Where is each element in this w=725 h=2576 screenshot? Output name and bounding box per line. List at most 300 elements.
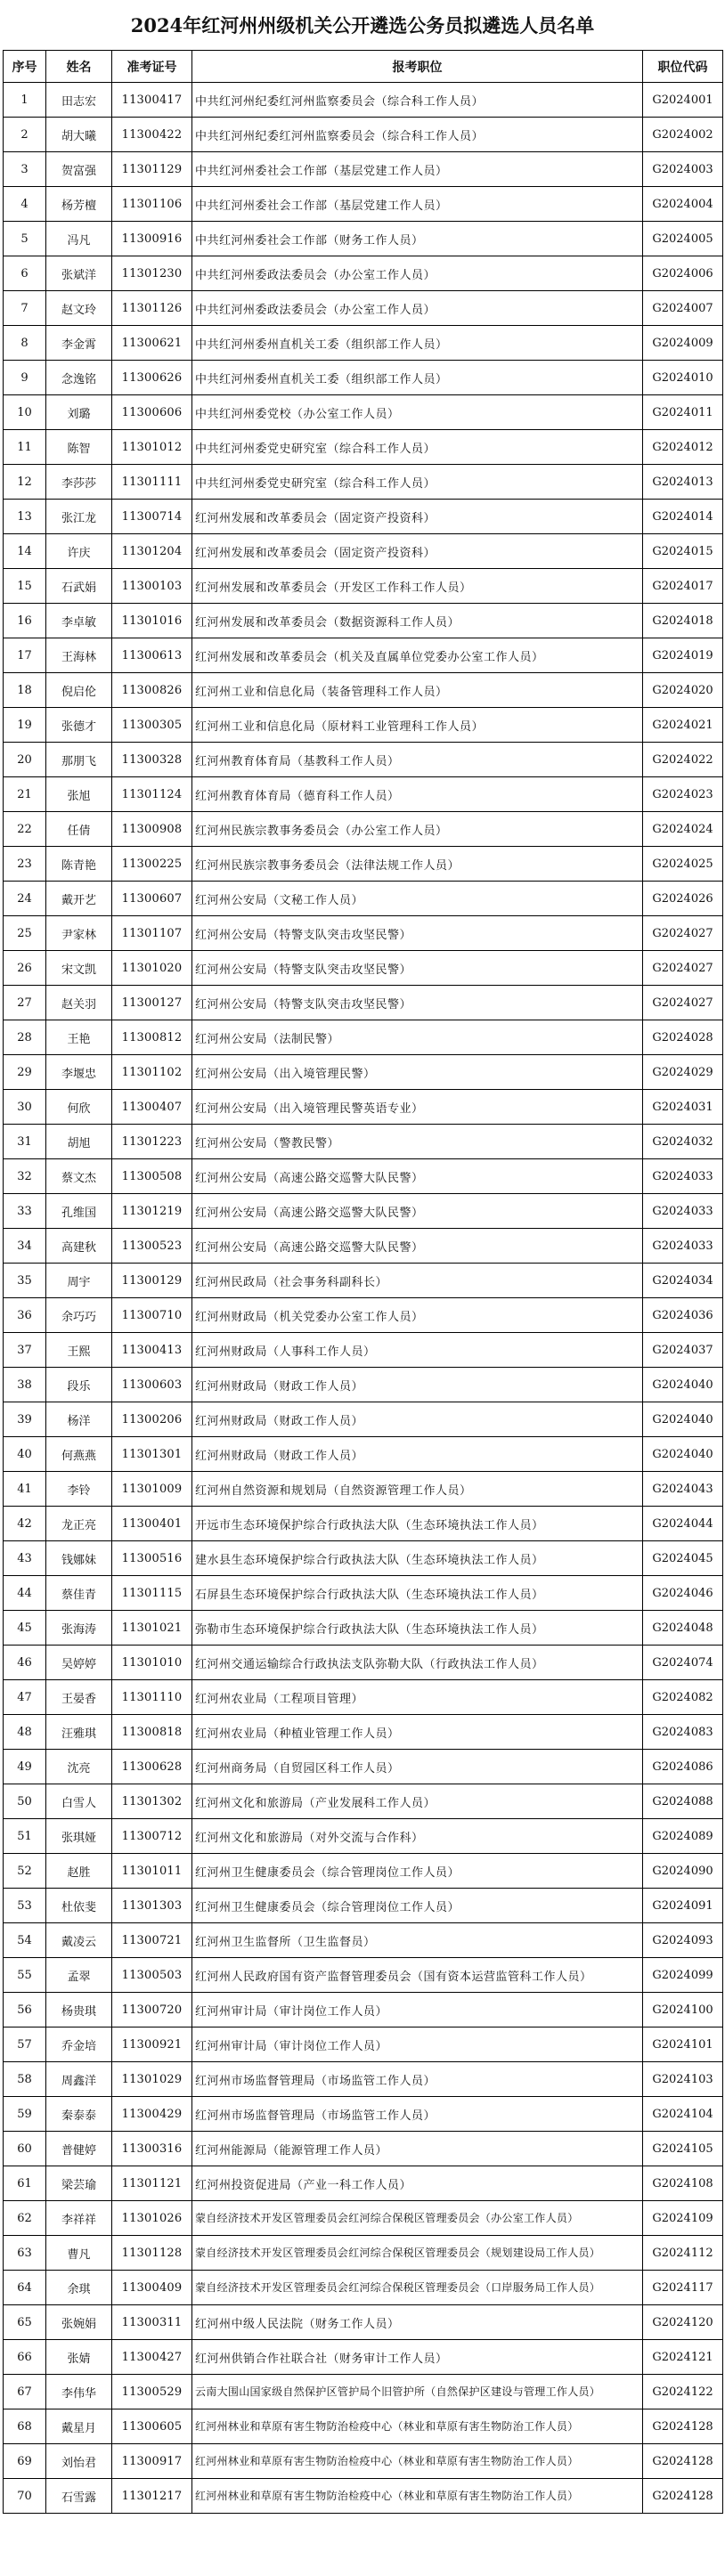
cell-no: 8 [4,326,46,361]
cell-position: 中共红河州委社会工作部（基层党建工作人员） [192,152,643,187]
cell-exam-id: 11300103 [112,569,192,604]
cell-position: 红河州财政局（人事科工作人员） [192,1333,643,1368]
cell-exam-id: 11300626 [112,361,192,395]
cell-name: 张斌洋 [46,256,112,291]
cell-exam-id: 11301126 [112,291,192,326]
table-row [4,361,723,395]
cell-position: 红河州市场监督管理局（市场监管工作人员） [192,2062,643,2097]
cell-position: 红河州投资促进局（产业一科工作人员） [192,2166,643,2201]
cell-code: G2024091 [643,1889,723,1923]
table-row [4,743,723,777]
table-row [4,1680,723,1715]
cell-exam-id: 11301026 [112,2201,192,2236]
cell-no: 11 [4,430,46,465]
cell-code: G2024046 [643,1576,723,1611]
cell-no: 33 [4,1194,46,1229]
cell-position: 中共红河州委州直机关工委（组织部工作人员） [192,361,643,395]
cell-code: G2024018 [643,604,723,638]
table-row [4,291,723,326]
cell-name: 孔维国 [46,1194,112,1229]
table-row [4,1229,723,1264]
cell-position: 红河州公安局（高速公路交巡警大队民警） [192,1229,643,1264]
cell-name: 白雪人 [46,1784,112,1819]
table-row [4,2236,723,2271]
cell-name: 李堰忠 [46,1055,112,1090]
table-row [4,2340,723,2375]
page-title: 2024年红河州州级机关公开遴选公务员拟遴选人员名单 [130,14,595,37]
cell-exam-id: 11300129 [112,1264,192,1298]
cell-position: 红河州教育体育局（基教科工作人员） [192,743,643,777]
cell-code: G2024026 [643,882,723,916]
cell-code: G2024015 [643,534,723,569]
cell-name: 张婧 [46,2340,112,2375]
cell-exam-id: 11301303 [112,1889,192,1923]
cell-no: 21 [4,777,46,812]
cell-name: 张德才 [46,708,112,743]
cell-name: 刘怡君 [46,2444,112,2479]
table-row [4,916,723,951]
cell-no: 19 [4,708,46,743]
cell-no: 32 [4,1159,46,1194]
cell-code: G2024122 [643,2375,723,2409]
cell-exam-id: 11300916 [112,222,192,256]
cell-name: 秦泰泰 [46,2097,112,2132]
cell-name: 张旭 [46,777,112,812]
cell-position: 红河州能源局（能源管理工作人员） [192,2132,643,2166]
cell-code: G2024074 [643,1646,723,1680]
cell-position: 红河州发展和改革委员会（固定资产投资科） [192,534,643,569]
cell-no: 27 [4,986,46,1020]
table-row [4,1507,723,1541]
cell-code: G2024010 [643,361,723,395]
table-row [4,465,723,500]
cell-exam-id: 11301107 [112,916,192,951]
cell-no: 52 [4,1854,46,1889]
cell-code: G2024017 [643,569,723,604]
cell-exam-id: 11300529 [112,2375,192,2409]
table-row [4,882,723,916]
cell-position: 红河州民政局（社会事务科副科长） [192,1264,643,1298]
cell-code: G2024093 [643,1923,723,1958]
cell-no: 62 [4,2201,46,2236]
cell-code: G2024012 [643,430,723,465]
cell-code: G2024033 [643,1229,723,1264]
cell-exam-id: 11300818 [112,1715,192,1750]
cell-no: 5 [4,222,46,256]
cell-name: 王艳 [46,1020,112,1055]
cell-name: 段乐 [46,1368,112,1402]
cell-exam-id: 11300206 [112,1402,192,1437]
table-row [4,326,723,361]
cell-no: 24 [4,882,46,916]
cell-name: 梁芸瑜 [46,2166,112,2201]
cell-name: 那朋飞 [46,743,112,777]
cell-name: 沈亮 [46,1750,112,1784]
table-row [4,673,723,708]
cell-code: G2024121 [643,2340,723,2375]
cell-position: 红河州公安局（文秘工作人员） [192,882,643,916]
table-row [4,1819,723,1854]
cell-code: G2024083 [643,1715,723,1750]
cell-position: 红河州公安局（特警支队突击攻坚民警） [192,951,643,986]
cell-no: 68 [4,2409,46,2444]
cell-code: G2024034 [643,1264,723,1298]
cell-position: 红河州公安局（高速公路交巡警大队民警） [192,1194,643,1229]
cell-no: 34 [4,1229,46,1264]
cell-name: 倪启伦 [46,673,112,708]
cell-code: G2024112 [643,2236,723,2271]
cell-name: 王晏香 [46,1680,112,1715]
cell-position: 红河州公安局（法制民警） [192,1020,643,1055]
table-row [4,1090,723,1125]
cell-code: G2024128 [643,2409,723,2444]
cell-no: 12 [4,465,46,500]
cell-position: 红河州公安局（警教民警） [192,1125,643,1159]
table-row [4,534,723,569]
table-row [4,1194,723,1229]
cell-position: 弥勒市生态环境保护综合行政执法大队（生态环境执法工作人员） [192,1611,643,1646]
cell-position: 红河州审计局（审计岗位工作人员） [192,1993,643,2027]
cell-code: G2024120 [643,2305,723,2340]
cell-position: 红河州中级人民法院（财务工作人员） [192,2305,643,2340]
cell-position: 红河州公安局（特警支队突击攻坚民警） [192,986,643,1020]
table-row [4,1750,723,1784]
cell-name: 王海林 [46,638,112,673]
cell-name: 许庆 [46,534,112,569]
cell-no: 53 [4,1889,46,1923]
cell-code: G2024023 [643,777,723,812]
cell-no: 38 [4,1368,46,1402]
cell-position: 石屏县生态环境保护综合行政执法大队（生态环境执法工作人员） [192,1576,643,1611]
cell-position: 中共红河州委州直机关工委（组织部工作人员） [192,326,643,361]
cell-code: G2024044 [643,1507,723,1541]
cell-name: 周宇 [46,1264,112,1298]
cell-exam-id: 11300812 [112,1020,192,1055]
cell-exam-id: 11300603 [112,1368,192,1402]
cell-code: G2024090 [643,1854,723,1889]
cell-code: G2024043 [643,1472,723,1507]
cell-name: 曹凡 [46,2236,112,2271]
table-row [4,1368,723,1402]
cell-position: 红河州发展和改革委员会（开发区工作科工作人员） [192,569,643,604]
cell-name: 贺富强 [46,152,112,187]
cell-no: 65 [4,2305,46,2340]
table-row [4,1541,723,1576]
cell-name: 念逸铭 [46,361,112,395]
cell-code: G2024025 [643,847,723,882]
cell-no: 3 [4,152,46,187]
cell-name: 龙正亮 [46,1507,112,1541]
cell-exam-id: 11301302 [112,1784,192,1819]
cell-name: 何欣 [46,1090,112,1125]
cell-name: 吴婷婷 [46,1646,112,1680]
table-row [4,500,723,534]
cell-no: 16 [4,604,46,638]
cell-no: 64 [4,2271,46,2305]
cell-name: 陈青艳 [46,847,112,882]
cell-name: 张婉娟 [46,2305,112,2340]
cell-name: 刘璐 [46,395,112,430]
cell-no: 51 [4,1819,46,1854]
cell-exam-id: 11301102 [112,1055,192,1090]
cell-exam-id: 11301110 [112,1680,192,1715]
table-row [4,1298,723,1333]
cell-position: 红河州人民政府国有资产监督管理委员会（国有资本运营监管科工作人员） [192,1958,643,1993]
cell-name: 杨贵琪 [46,1993,112,2027]
cell-code: G2024117 [643,2271,723,2305]
cell-exam-id: 11301219 [112,1194,192,1229]
cell-name: 杨芳檀 [46,187,112,222]
cell-position: 云南大围山国家级自然保护区管护局个旧管护所（自然保护区建设与管理工作人员） [192,2375,643,2409]
cell-exam-id: 11301129 [112,152,192,187]
cell-name: 蔡文杰 [46,1159,112,1194]
cell-no: 31 [4,1125,46,1159]
cell-name: 杨洋 [46,1402,112,1437]
cell-code: G2024001 [643,83,723,118]
cell-code: G2024002 [643,118,723,152]
cell-exam-id: 11300401 [112,1507,192,1541]
cell-position: 蒙自经济技术开发区管理委员会红河综合保税区管理委员会（办公室工作人员） [192,2201,643,2236]
cell-exam-id: 11300523 [112,1229,192,1264]
cell-position: 蒙自经济技术开发区管理委员会红河综合保税区管理委员会（口岸服务局工作人员） [192,2271,643,2305]
cell-exam-id: 11300628 [112,1750,192,1784]
cell-position: 开远市生态环境保护综合行政执法大队（生态环境执法工作人员） [192,1507,643,1541]
cell-position: 红河州林业和草原有害生物防治检疫中心（林业和草原有害生物防治工作人员） [192,2479,643,2514]
cell-no: 20 [4,743,46,777]
cell-exam-id: 11301121 [112,2166,192,2201]
cell-position: 红河州审计局（审计岗位工作人员） [192,2027,643,2062]
cell-no: 69 [4,2444,46,2479]
table-row [4,1020,723,1055]
table-row [4,118,723,152]
cell-code: G2024032 [643,1125,723,1159]
cell-exam-id: 11300606 [112,395,192,430]
cell-no: 63 [4,2236,46,2271]
cell-exam-id: 11301106 [112,187,192,222]
cell-name: 蔡佳青 [46,1576,112,1611]
cell-code: G2024009 [643,326,723,361]
cell-no: 57 [4,2027,46,2062]
cell-position: 中共红河州纪委红河州监察委员会（综合科工作人员） [192,118,643,152]
cell-code: G2024109 [643,2201,723,2236]
cell-no: 23 [4,847,46,882]
table-row [4,2444,723,2479]
cell-code: G2024027 [643,951,723,986]
cell-exam-id: 11300710 [112,1298,192,1333]
cell-name: 孟翠 [46,1958,112,1993]
cell-no: 49 [4,1750,46,1784]
cell-no: 45 [4,1611,46,1646]
table-row [4,2027,723,2062]
cell-position: 红河州财政局（财政工作人员） [192,1402,643,1437]
cell-no: 29 [4,1055,46,1090]
table-row [4,2271,723,2305]
cell-exam-id: 11300422 [112,118,192,152]
cell-position: 红河州公安局（出入境管理民警） [192,1055,643,1090]
cell-position: 红河州发展和改革委员会（固定资产投资科） [192,500,643,534]
cell-exam-id: 11300225 [112,847,192,882]
table-row [4,222,723,256]
table-row [4,986,723,1020]
table-row [4,1333,723,1368]
table-row [4,2132,723,2166]
cell-no: 56 [4,1993,46,2027]
cell-code: G2024128 [643,2479,723,2514]
cell-position: 红河州供销合作社联合社（财务审计工作人员） [192,2340,643,2375]
cell-no: 50 [4,1784,46,1819]
cell-no: 39 [4,1402,46,1437]
cell-no: 17 [4,638,46,673]
cell-name: 宋文凯 [46,951,112,986]
cell-no: 59 [4,2097,46,2132]
cell-no: 43 [4,1541,46,1576]
table-row [4,847,723,882]
cell-exam-id: 11300417 [112,83,192,118]
cell-exam-id: 11301204 [112,534,192,569]
cell-name: 李莎莎 [46,465,112,500]
cell-code: G2024040 [643,1368,723,1402]
cell-name: 李祥祥 [46,2201,112,2236]
cell-exam-id: 11301230 [112,256,192,291]
cell-name: 石雪露 [46,2479,112,2514]
cell-exam-id: 11301217 [112,2479,192,2514]
cell-code: G2024037 [643,1333,723,1368]
cell-name: 王熙 [46,1333,112,1368]
cell-position: 红河州农业局（种植业管理工作人员） [192,1715,643,1750]
cell-exam-id: 11300917 [112,2444,192,2479]
table-row [4,2097,723,2132]
cell-name: 张琪娅 [46,1819,112,1854]
cell-code: G2024028 [643,1020,723,1055]
cell-code: G2024027 [643,986,723,1020]
table-row [4,152,723,187]
cell-position: 中共红河州委党史研究室（综合科工作人员） [192,465,643,500]
header-exam-id: 准考证号 [112,51,192,83]
cell-position: 红河州交通运输综合行政执法支队弥勒大队（行政执法工作人员） [192,1646,643,1680]
cell-no: 26 [4,951,46,986]
cell-exam-id: 11301223 [112,1125,192,1159]
cell-code: G2024033 [643,1159,723,1194]
cell-exam-id: 11300921 [112,2027,192,2062]
cell-no: 42 [4,1507,46,1541]
cell-no: 13 [4,500,46,534]
cell-name: 何燕燕 [46,1437,112,1472]
table-row [4,1437,723,1472]
cell-name: 钱娜妹 [46,1541,112,1576]
cell-exam-id: 11301010 [112,1646,192,1680]
cell-name: 戴凌云 [46,1923,112,1958]
cell-code: G2024105 [643,2132,723,2166]
cell-no: 30 [4,1090,46,1125]
cell-no: 46 [4,1646,46,1680]
cell-name: 尹家林 [46,916,112,951]
cell-name: 李金霄 [46,326,112,361]
cell-name: 戴星月 [46,2409,112,2444]
cell-position: 中共红河州委社会工作部（基层党建工作人员） [192,187,643,222]
cell-no: 4 [4,187,46,222]
cell-name: 胡大曦 [46,118,112,152]
cell-position: 红河州工业和信息化局（装备管理科工作人员） [192,673,643,708]
cell-no: 22 [4,812,46,847]
cell-no: 15 [4,569,46,604]
table-row [4,187,723,222]
cell-code: G2024048 [643,1611,723,1646]
cell-no: 28 [4,1020,46,1055]
cell-exam-id: 11301016 [112,604,192,638]
cell-no: 18 [4,673,46,708]
cell-exam-id: 11301301 [112,1437,192,1472]
header-position: 报考职位 [192,51,643,83]
cell-no: 61 [4,2166,46,2201]
table-row [4,1958,723,1993]
cell-name: 张江龙 [46,500,112,534]
table-row [4,604,723,638]
header-code: 职位代码 [643,51,723,83]
cell-position: 中共红河州委政法委员会（办公室工作人员） [192,256,643,291]
cell-code: G2024005 [643,222,723,256]
cell-code: G2024103 [643,2062,723,2097]
cell-no: 41 [4,1472,46,1507]
cell-position: 中共红河州纪委红河州监察委员会（综合科工作人员） [192,83,643,118]
cell-code: G2024088 [643,1784,723,1819]
cell-code: G2024100 [643,1993,723,2027]
cell-no: 2 [4,118,46,152]
cell-name: 张海涛 [46,1611,112,1646]
table-row [4,1993,723,2027]
cell-position: 中共红河州委社会工作部（财务工作人员） [192,222,643,256]
cell-no: 25 [4,916,46,951]
table-row [4,951,723,986]
cell-position: 红河州文化和旅游局（产业发展科工作人员） [192,1784,643,1819]
cell-no: 7 [4,291,46,326]
header-name: 姓名 [46,51,112,83]
cell-exam-id: 11300720 [112,1993,192,2027]
cell-code: G2024036 [643,1298,723,1333]
cell-exam-id: 11300311 [112,2305,192,2340]
cell-code: G2024031 [643,1090,723,1125]
cell-name: 高建秋 [46,1229,112,1264]
cell-position: 红河州教育体育局（德育科工作人员） [192,777,643,812]
cell-code: G2024101 [643,2027,723,2062]
cell-name: 田志宏 [46,83,112,118]
cell-name: 李卓敏 [46,604,112,638]
cell-code: G2024022 [643,743,723,777]
cell-position: 红河州财政局（财政工作人员） [192,1368,643,1402]
cell-exam-id: 11300413 [112,1333,192,1368]
cell-position: 红河州公安局（高速公路交巡警大队民警） [192,1159,643,1194]
table-row [4,2409,723,2444]
cell-code: G2024108 [643,2166,723,2201]
cell-exam-id: 11300908 [112,812,192,847]
cell-code: G2024082 [643,1680,723,1715]
table-row [4,1889,723,1923]
cell-code: G2024020 [643,673,723,708]
table-row [4,2166,723,2201]
cell-code: G2024007 [643,291,723,326]
cell-position: 红河州卫生健康委员会（综合管理岗位工作人员） [192,1854,643,1889]
cell-code: G2024021 [643,708,723,743]
cell-name: 李铃 [46,1472,112,1507]
cell-name: 赵文玲 [46,291,112,326]
table-row [4,430,723,465]
table-row [4,777,723,812]
cell-code: G2024004 [643,187,723,222]
cell-position: 红河州民族宗教事务委员会（办公室工作人员） [192,812,643,847]
cell-position: 红河州公安局（出入境管理民警英语专业） [192,1090,643,1125]
cell-exam-id: 11300503 [112,1958,192,1993]
cell-name: 任倩 [46,812,112,847]
cell-code: G2024003 [643,152,723,187]
